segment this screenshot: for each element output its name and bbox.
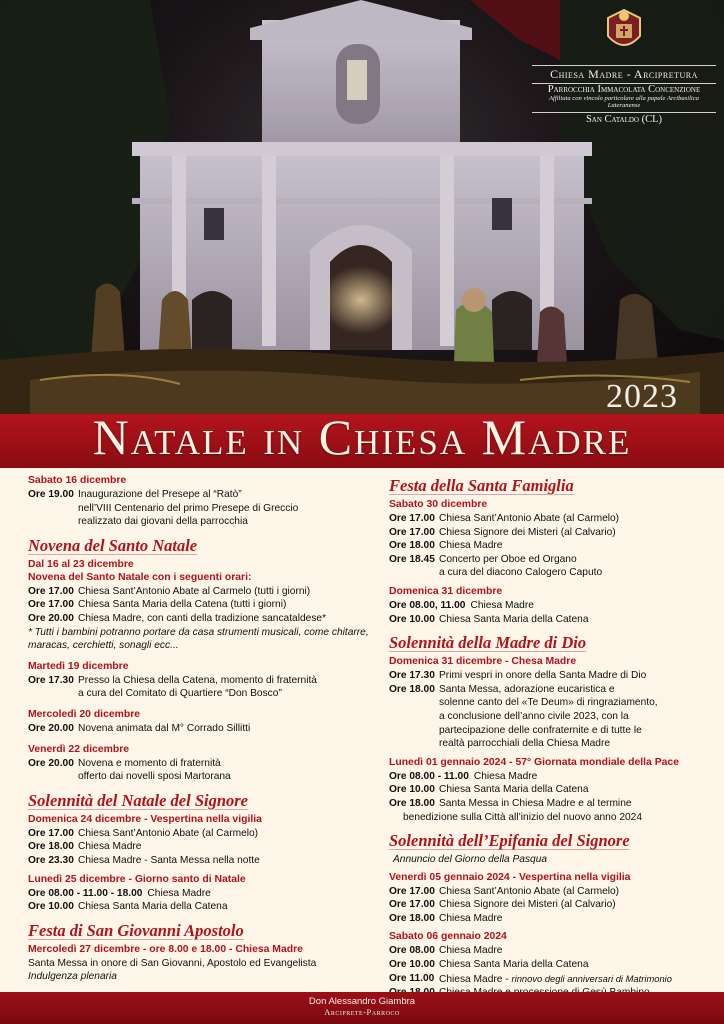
priest-name: Don Alessandro Giambra [308,996,416,1007]
event-desc: Santa Messa in Chiesa Madre e al termine [439,797,632,809]
event-row [28,827,370,841]
event-day: Domenica 31 dicembre - Chesa Madre [389,656,577,668]
event-continuation: partecipazione delle confraternite e di tutte le [439,724,642,736]
event-time: Ore 17.30 [28,674,74,686]
event-time: Ore 18.00 [389,912,435,924]
event-desc: Chiesa Sant’Antonio Abate (al Carmelo) [78,827,259,839]
event-day: Mercoledì 20 dicembre [28,708,141,720]
event-time: Ore 10.00 [28,901,74,913]
event-time: Ore 23.30 [28,854,74,866]
event-time: Ore 17.00 [28,827,74,839]
event-time: Ore 20.00 [28,757,74,769]
event-row [389,912,709,926]
event-row [28,887,370,901]
event-desc [439,972,709,987]
event-row [389,958,709,972]
event-continuation: solenne canto del «Te Deum» di ringraziamento, [439,697,658,709]
event-desc: Santa Messa in onore di San Giovanni, Apostolo ed Evangelista [28,957,317,969]
event-time: Ore 18.00 [389,540,435,552]
event-row [389,669,709,683]
event-desc: Chiesa Madre [78,841,142,853]
event-desc: Chiesa Madre [439,912,503,924]
section-note: * Tutti i bambini potranno portare da casa strumenti musicali, come chitarre, maracas, cerchietti, sonagli ecc... [28,626,369,652]
event-row [389,613,709,627]
section-intro: Novena del Santo Natale con i seguenti orari: [28,572,252,584]
parish-town: San Cataldo (CL) [532,112,716,125]
event-desc: Chiesa Santa Maria della Catena [439,959,589,971]
event-day: Sabato 30 dicembre [389,499,488,510]
section-announcement: Annuncio del Giorno della Pasqua [393,854,548,866]
event-time: Ore 18.00 [28,841,74,853]
event-time: Ore 18.00 [389,797,435,809]
section-epifania [389,831,709,1000]
event-desc-note: rinnovo degli anniversari di Matrimonio [511,972,672,984]
footer-band [0,992,724,1024]
section-madre-di-dio [389,633,709,824]
event-row [28,840,370,854]
event-row [389,972,709,987]
section-heading: Solennità del Natale del Signore [28,790,249,810]
event-time: Ore 17.00 [389,885,435,897]
event-row [389,526,709,540]
event-row [389,553,709,567]
event-row [28,722,370,736]
event-row [28,598,370,612]
parish-subtitle: Parrocchia Immacolata Concenzione [547,84,701,95]
event-desc: Chiesa Madre - Santa Messa nella notte [78,854,260,866]
event-note: Indulgenza plenaria [28,971,117,983]
event-day: Venerdì 22 dicembre [28,743,130,755]
event-time: Ore 17.30 [389,670,435,682]
event-desc: Chiesa Santa Maria della Catena [439,784,589,796]
event-continuation: realtà parrocchiali della Chiesa Madre [439,738,611,750]
event-row [389,683,709,697]
main-title: Natale in Chiesa Madre [92,409,632,465]
event-time: Ore 20.00 [28,722,74,734]
event-desc: Novena e momento di fraternità [78,757,221,769]
event-desc: Novena animata dal M° Corrado Sillitti [78,722,251,734]
event-continuation: offerto dai novelli sposi Martorana [78,771,231,783]
event-time: Ore 08.00 [389,945,435,957]
event-time: Ore 10.00 [389,613,435,625]
section-heading: Solennità della Madre di Dio [389,633,587,653]
event-row [389,512,709,526]
parish-logo-block [532,6,716,125]
event-desc: Concerto per Oboe ed Organo [439,553,577,565]
event-day: Martedì 19 dicembre [28,660,129,672]
event-row [389,539,709,553]
event-time: Ore 20.00 [28,612,74,624]
event-continuation: nell’VIII Centenario del primo Presepe di Greccio [78,502,299,514]
event-desc: Chiesa Signore dei Misteri (al Calvario) [439,526,616,538]
section-heading: Festa della Santa Famiglia [389,476,574,495]
event-row [389,898,709,912]
section-santa-famiglia [389,476,709,626]
section-heading: Solennità dell’Epifania del Signore [389,831,630,851]
year-label: 2023 [606,378,678,415]
section-heading: Novena del Santo Natale [28,535,198,555]
section-dates: Dal 16 al 23 dicembre [28,558,134,570]
event-row [389,885,709,899]
event-desc: Chiesa Sant’Antonio Abate (al Carmelo) [439,513,620,524]
event-time: Ore 08.00 - 11.00 - 18.00 [28,887,143,899]
event-row [389,797,709,811]
section-heading: Festa di San Giovanni Apostolo [28,920,244,940]
event-time: Ore 19.00 [28,489,74,500]
event-time: Ore 17.00 [389,899,435,911]
event-day: Lunedì 01 gennaio 2024 - 57° Giornata mondiale della Pace [389,756,679,768]
event-day: Mercoledì 27 dicembre - ore 8.00 e 18.00 - Chiesa Madre [28,943,303,955]
event-desc-main: Chiesa Madre - [439,973,512,985]
event-row [28,585,370,599]
event-row [28,757,370,771]
event-continuation: a cura del diacono Calogero Caputo [439,567,603,579]
event-desc: Chiesa Signore dei Misteri (al Calvario) [439,899,616,911]
event-row [389,599,709,613]
program-right-column [389,474,709,1007]
hero-banner [0,0,724,468]
event-continuation: benedizione sulla Città all’inizio del nuovo anno 2024 [403,811,643,823]
event-continuation: a cura del Comitato di Quartiere “Don Bosco” [78,688,282,700]
event-row [389,770,709,784]
event-time: Ore 18.45 [389,553,435,565]
parish-crest-icon [602,6,646,56]
program-left-column [28,474,370,991]
event-time: Ore 17.00 [389,513,435,524]
event-row [389,944,709,958]
event-row [389,783,709,797]
event-time: Ore 11.00 [389,972,435,984]
event-desc: Primi vespri in onore della Santa Madre di Dio [439,670,647,682]
event-desc: Chiesa Santa Maria della Catena (tutti i giorni) [78,599,287,611]
event-desc: Inaugurazione del Presepe al “Ratò” [78,489,242,500]
event-day: Venerdì 05 gennaio 2024 - Vespertina nella vigilia [389,871,631,883]
event-desc: Presso la Chiesa della Catena, momento di fraternità [78,674,317,686]
section-natale [28,791,370,914]
event-desc: Chiesa Santa Maria della Catena [78,901,228,913]
event-time: Ore 18.00 [389,683,435,695]
event-continuation: realizzato dai giovani della parrocchia [78,516,248,528]
event-block-20-dicembre [28,708,370,736]
event-time: Ore 10.00 [389,959,435,971]
event-row [28,900,370,914]
event-row [28,488,370,502]
event-desc: Chiesa Madre [147,887,211,899]
event-desc: Chiesa Madre [439,945,503,957]
section-san-giovanni [28,921,370,984]
event-time: Ore 08.00 - 11.00 [389,770,469,782]
event-block-16-dicembre [28,474,370,529]
parish-name: Chiesa Madre - Arcipretura [532,65,716,84]
event-desc: Santa Messa, adorazione eucaristica e [439,683,615,695]
event-continuation: a conclusione dell’anno civile 2023, con la [439,710,629,722]
event-row [28,674,370,688]
event-day: Sabato 06 gennaio 2024 [389,931,507,943]
event-desc: Chiesa Sant’Antonio Abate al Carmelo (tutti i giorni) [78,585,311,597]
event-day: Domenica 31 dicembre [389,585,503,597]
event-row [28,612,370,626]
parish-note: Affiliata con vincolo particolare alla papale Arcibasilica Lateranense [549,95,699,110]
event-row [28,854,370,868]
event-desc: Chiesa Madre [470,599,534,611]
event-time: Ore 08.00, 11.00 [389,599,466,611]
event-time: Ore 17.00 [28,599,74,611]
event-desc: Chiesa Sant’Antonio Abate (al Carmelo) [439,885,620,897]
event-desc: Chiesa Madre [439,540,503,552]
event-time: Ore 10.00 [389,784,435,796]
section-novena [28,536,370,653]
event-desc: Chiesa Madre, con canti della tradizione sancataldese* [78,612,327,624]
event-day: Lunedì 25 dicembre - Giorno santo di Natale [28,873,246,885]
event-time: Ore 17.00 [389,526,435,538]
event-day: Domenica 24 dicembre - Vespertina nella vigilia [28,813,262,825]
event-day: Sabato 16 dicembre [28,475,127,486]
event-block-19-dicembre [28,660,370,701]
event-desc: Chiesa Madre [473,770,538,782]
priest-role: Arciprete-Parroco [324,1007,400,1017]
event-block-22-dicembre [28,743,370,784]
event-time: Ore 17.00 [28,585,74,597]
event-desc: Chiesa Santa Maria della Catena [439,613,589,625]
